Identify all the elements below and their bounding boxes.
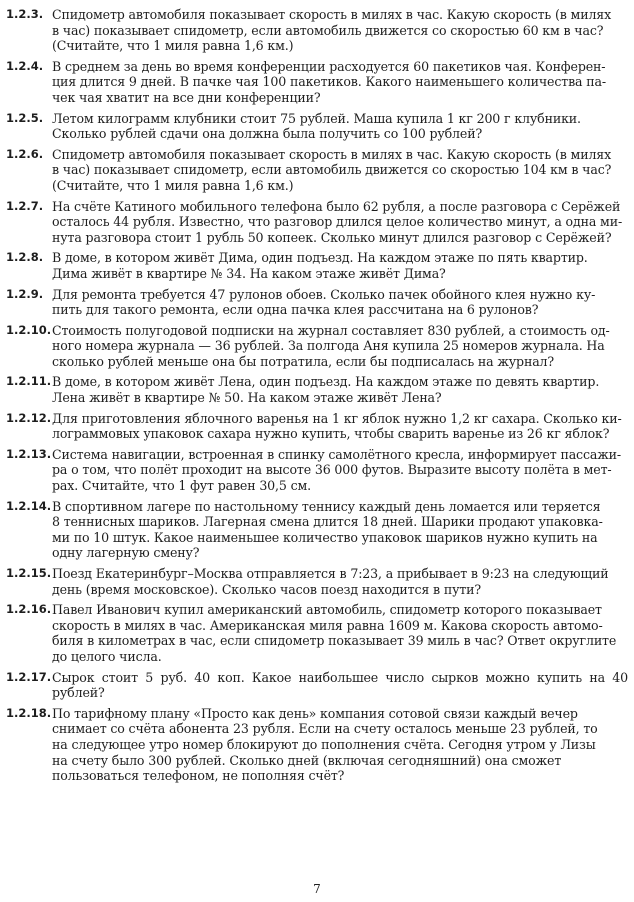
problem-text-line: нута разговора стоит 1 рубль 50 копеек. Сколько минут длился разговор с Серёжей? (52, 229, 612, 245)
problem-text (52, 147, 628, 194)
problem-item (6, 147, 628, 194)
problem-text-line: Сырок стоит 5 руб. 40 коп. Какое наибольшее число сырков можно купить на 40 рублей? (52, 669, 628, 701)
problem-text (52, 7, 628, 54)
page-number: 7 (313, 882, 321, 896)
problem-text-line: лограммовых упаковок сахара нужно купить, чтобы сварить варенье из 26 кг яблок? (52, 426, 610, 442)
problem-text-line: пить для такого ремонта, если одна пачка клея рассчитана на 6 рулонов? (52, 302, 539, 318)
problem-item (6, 7, 628, 54)
problem-number: 1.2.15. (6, 566, 52, 580)
problem-text-line: Стоимость полугодовой подписки на журнал составляет 830 рублей, а стоимость од- (52, 322, 610, 338)
problem-text-line: В доме, в котором живёт Дима, один подъезд. На каждом этаже по пять квартир. (52, 250, 588, 266)
problem-text-line: одну лагерную смену? (52, 545, 200, 561)
problem-text-line: 8 теннисных шариков. Лагерная смена длится 18 дней. Шарики продают упаковка- (52, 514, 603, 530)
problem-number: 1.2.16. (6, 602, 52, 617)
problem-number: 1.2.12. (6, 410, 52, 425)
problem-item (6, 411, 628, 442)
problem-text (52, 447, 628, 494)
problem-item (6, 111, 628, 142)
problem-text (52, 499, 628, 561)
problem-text-line: биля в километрах в час, если спидометр показывает 39 миль в час? Ответ округлите (52, 633, 617, 649)
problem-text-line: В доме, в котором живёт Лена, один подъезд. На каждом этаже по девять квартир. (52, 374, 600, 390)
problem-text-line: На счёте Катиного мобильного телефона было 62 рубля, а после разговора с Серёжей (52, 198, 621, 214)
problem-number: 1.2.9. (6, 286, 44, 301)
problem-text-line: В среднем за день во время конференции расходуется 60 пакетиков чая. Конферен- (52, 58, 606, 74)
problem-text (52, 566, 628, 597)
problem-item (6, 706, 628, 784)
problem-text (52, 706, 628, 784)
problem-item (6, 199, 628, 246)
problem-item (6, 602, 628, 664)
problem-text (52, 59, 628, 106)
problem-text-line: скорость в милях в час. Американская миля равна 1609 м. Какова скорость автомо- (52, 617, 603, 633)
problem-text-line: пользоваться телефоном, не пополняя счёт? (52, 768, 345, 784)
problem-text-line: в час) показывает спидометр, если автомобиль движется со скоростью 60 км в час? (52, 22, 604, 38)
problem-number: 1.2.3. (6, 7, 44, 21)
problem-text (52, 670, 628, 701)
problem-text-line: В спортивном лагере по настольному теннису каждый день ломается или теряется (52, 498, 601, 514)
problem-text-line: Система навигации, встроенная в спинку самолётного кресла, информирует пассажи- (52, 446, 622, 462)
problem-number: 1.2.6. (6, 146, 44, 161)
problem-text-line: до целого числа. (52, 648, 162, 664)
problem-text-line: ра о том, что полёт проходит на высоте 36 000 футов. Выразите высоту полёта в мет- (52, 462, 612, 478)
problem-text-line: Спидометр автомобиля показывает скорость в милях в час. Какую скорость (в милях (52, 7, 612, 22)
problem-number: 1.2.13. (6, 446, 52, 461)
problem-text-line: снимает со счёта абонента 23 рубля. Если на счету осталось меньше 23 рублей, то (52, 721, 598, 737)
problem-text (52, 250, 628, 281)
problem-text-line: Спидометр автомобиля показывает скорость в милях в час. Какую скорость (в милях (52, 146, 612, 162)
problem-item (6, 323, 628, 370)
problem-text-line: Для приготовления яблочного варенья на 1 кг яблок нужно 1,2 кг сахара. Сколько ки- (52, 410, 622, 426)
problem-text-line: на следующее утро номер блокируют до пополнения счёта. Сегодня утром у Лизы (52, 736, 596, 752)
problem-text-line: (Считайте, что 1 миля равна 1,6 км.) (52, 38, 294, 54)
problem-text-line: на счету было 300 рублей. Сколько дней (включая сегодняшний) она сможет (52, 752, 562, 768)
problem-text-line: в час) показывает спидометр, если автомобиль движется со скоростью 104 км в час? (52, 162, 612, 178)
problem-text-line: чек чая хватит на все дни конференции? (52, 89, 321, 105)
problem-text-line: день (время московское). Сколько часов поезд находится в пути? (52, 581, 482, 597)
problem-text-line: Павел Иванович купил американский автомобиль, спидометр которого показывает (52, 602, 602, 618)
problem-text (52, 374, 628, 405)
problem-number: 1.2.8. (6, 250, 44, 265)
problem-item (6, 287, 628, 318)
problem-text-line: сколько рублей меньше она бы потратила, если бы подписалась на журнал? (52, 353, 555, 369)
problem-text (52, 199, 628, 246)
problem-item (6, 59, 628, 106)
problem-item (6, 374, 628, 405)
problem-text (52, 111, 628, 142)
problem-number: 1.2.4. (6, 58, 44, 73)
problem-text-line: ция длится 9 дней. В пачке чая 100 пакетиков. Какого наименьшего количества па- (52, 74, 606, 90)
problem-number: 1.2.14. (6, 498, 52, 513)
problem-text-line: рах. Считайте, что 1 фут равен 30,5 см. (52, 478, 312, 494)
problem-item (6, 250, 628, 281)
problem-item (6, 447, 628, 494)
problem-item (6, 670, 628, 701)
problem-number: 1.2.17. (6, 669, 52, 684)
problem-text-line: ми по 10 штук. Какое наименьшее количество упаковок шариков нужно купить на (52, 529, 598, 545)
problem-text (52, 602, 628, 664)
problem-number: 1.2.11. (6, 374, 52, 389)
problem-text-line: Для ремонта требуется 47 рулонов обоев. Сколько пачек обойного клея нужно ку- (52, 286, 596, 302)
problem-number: 1.2.7. (6, 198, 44, 213)
problem-item (6, 499, 628, 561)
problem-number: 1.2.10. (6, 322, 52, 337)
problem-item (6, 566, 628, 597)
problem-list (6, 7, 628, 789)
problem-text-line: Летом килограмм клубники стоит 75 рублей. Маша купила 1 кг 200 г клубники. (52, 110, 581, 126)
problem-text-line: ного номера журнала — 36 рублей. За полгода Аня купила 25 номеров журнала. На (52, 338, 605, 354)
problem-text (52, 411, 628, 442)
problem-text-line: Дима живёт в квартире № 34. На каком этаже живёт Дима? (52, 265, 446, 281)
problem-text-line: осталось 44 рубля. Известно, что разговор длился целое количество минут, а одна ми- (52, 214, 623, 230)
problem-text-line: Лена живёт в квартире № 50. На каком этаже живёт Лена? (52, 390, 442, 406)
problem-text-line: По тарифному плану «Просто как день» компания сотовой связи каждый вечер (52, 705, 578, 721)
problem-text (52, 323, 628, 370)
problem-number: 1.2.5. (6, 110, 44, 125)
problem-text-line: (Считайте, что 1 миля равна 1,6 км.) (52, 177, 294, 193)
problem-text-line: Сколько рублей сдачи она должна была получить со 100 рублей? (52, 126, 483, 142)
problem-number: 1.2.18. (6, 705, 52, 720)
problem-text-line: Поезд Екатеринбург–Москва отправляется в 7:23, а прибывает в 9:23 на следующий (52, 566, 609, 581)
problem-text (52, 287, 628, 318)
